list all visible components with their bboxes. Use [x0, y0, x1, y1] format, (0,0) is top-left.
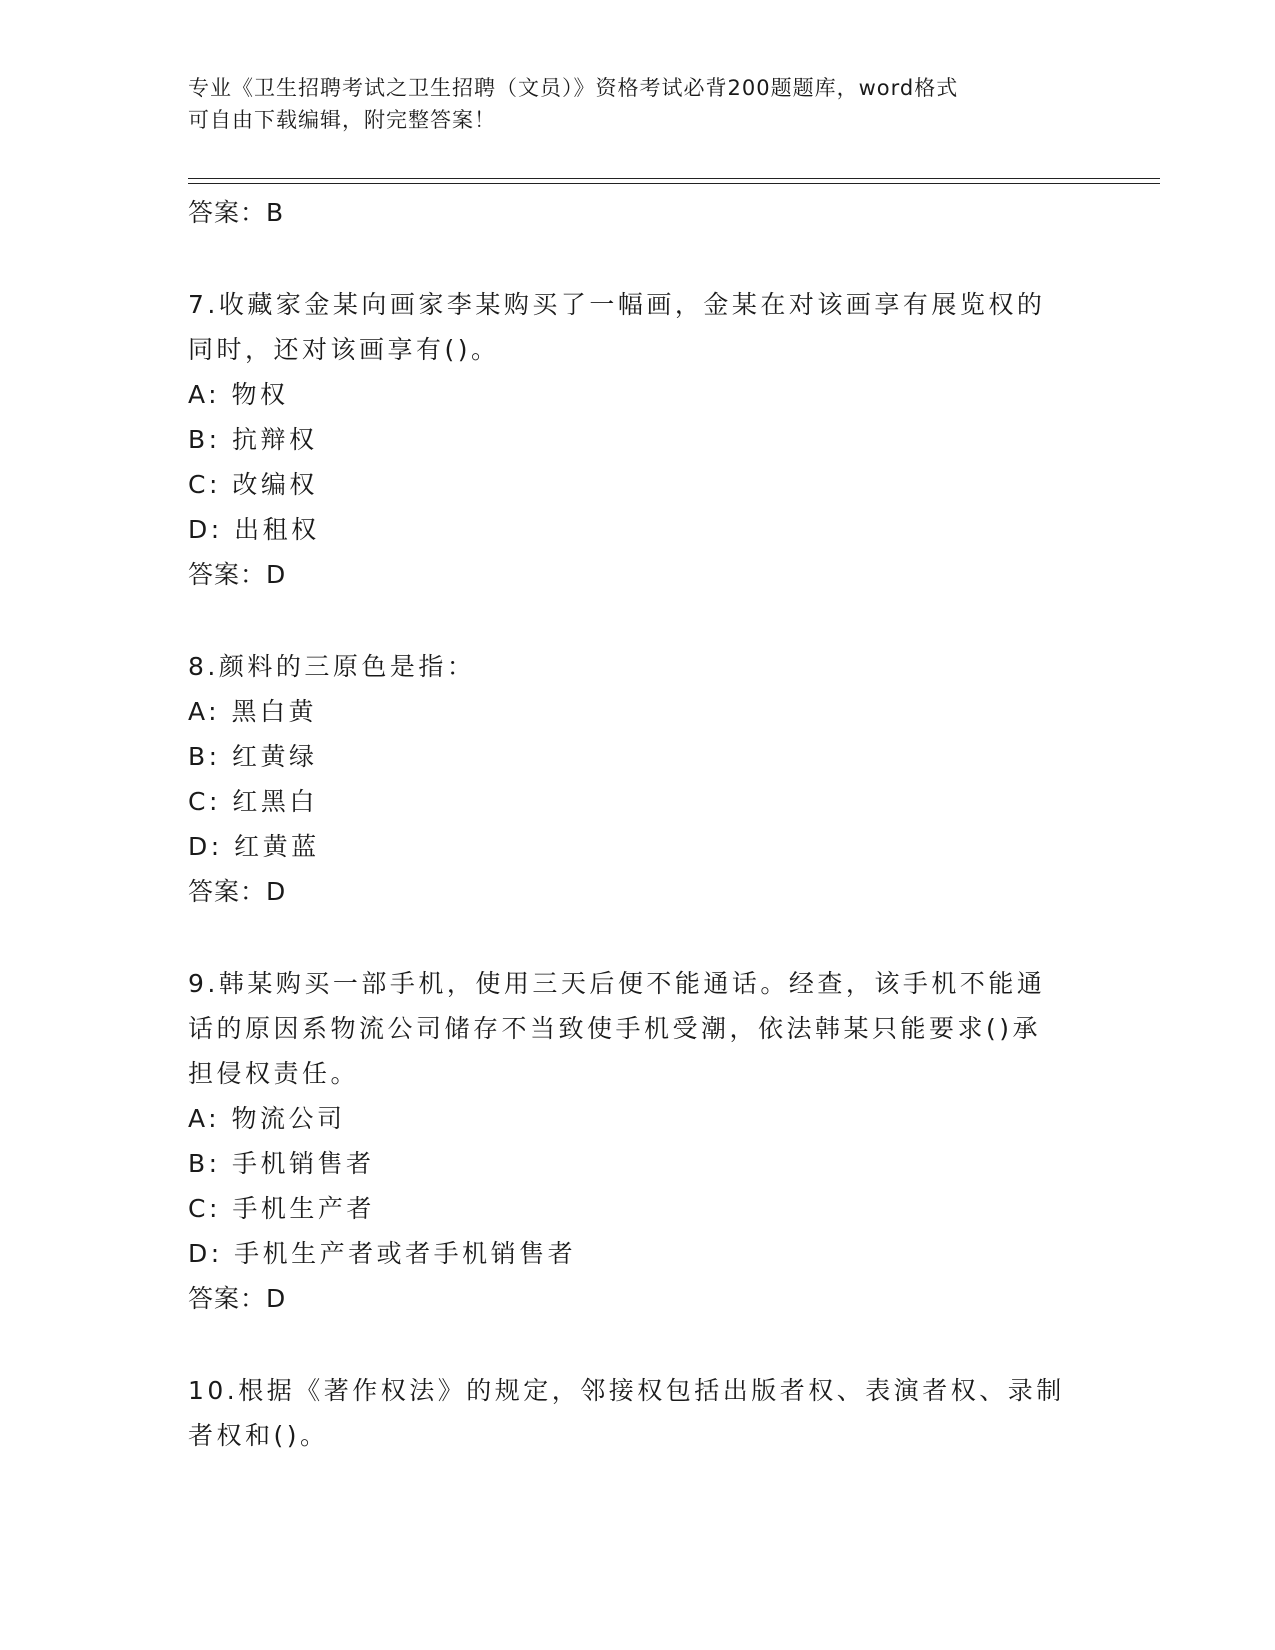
question-text: 8.颜料的三原色是指： [188, 652, 476, 681]
question-9 [188, 961, 1088, 1322]
question-text: 9.韩某购买一部手机，使用三天后便不能通话。经查，该手机不能通 [188, 969, 1046, 998]
question-7 [188, 282, 1088, 598]
question-text: 者权和()。 [188, 1421, 329, 1450]
header-divider-top [188, 178, 1160, 179]
option-c: C: 改编权 [188, 470, 318, 499]
option-a: A: 物流公司 [188, 1104, 346, 1133]
option-d: D: 手机生产者或者手机销售者 [188, 1239, 577, 1268]
option-d: D: 出租权 [188, 515, 320, 544]
answer-line: 答案：D [188, 1284, 287, 1313]
question-text: 7.收藏家金某向画家李某购买了一幅画，金某在对该画享有展览权的 [188, 290, 1046, 319]
option-d: D: 红黄蓝 [188, 832, 320, 861]
header-divider-bottom [188, 183, 1160, 184]
answer-line: 答案：B [188, 198, 285, 227]
document-header [188, 72, 1088, 136]
option-a: A: 黑白黄 [188, 697, 318, 726]
question-text: 担侵权责任。 [188, 1059, 360, 1088]
option-a: A: 物权 [188, 380, 289, 409]
header-line-1: 专业《卫生招聘考试之卫生招聘（文员）》资格考试必背200题题库，word格式 [188, 76, 959, 100]
option-b: B: 手机销售者 [188, 1149, 375, 1178]
question-text: 10.根据《著作权法》的规定，邻接权包括出版者权、表演者权、录制 [188, 1376, 1065, 1405]
question-text: 话的原因系物流公司储存不当致使手机受潮，依法韩某只能要求()承 [188, 1014, 1042, 1043]
question-10 [188, 1368, 1088, 1458]
option-b: B: 抗辩权 [188, 425, 318, 454]
answer-line: 答案：D [188, 877, 287, 906]
answer-line: 答案：D [188, 560, 287, 589]
question-text: 同时，还对该画享有()。 [188, 335, 500, 364]
option-b: B: 红黄绿 [188, 742, 318, 771]
option-c: C: 手机生产者 [188, 1194, 375, 1223]
question-list [188, 190, 1088, 1458]
question-8 [188, 644, 1088, 915]
option-c: C: 红黑白 [188, 787, 318, 816]
header-line-2: 可自由下载编辑，附完整答案！ [188, 108, 496, 132]
